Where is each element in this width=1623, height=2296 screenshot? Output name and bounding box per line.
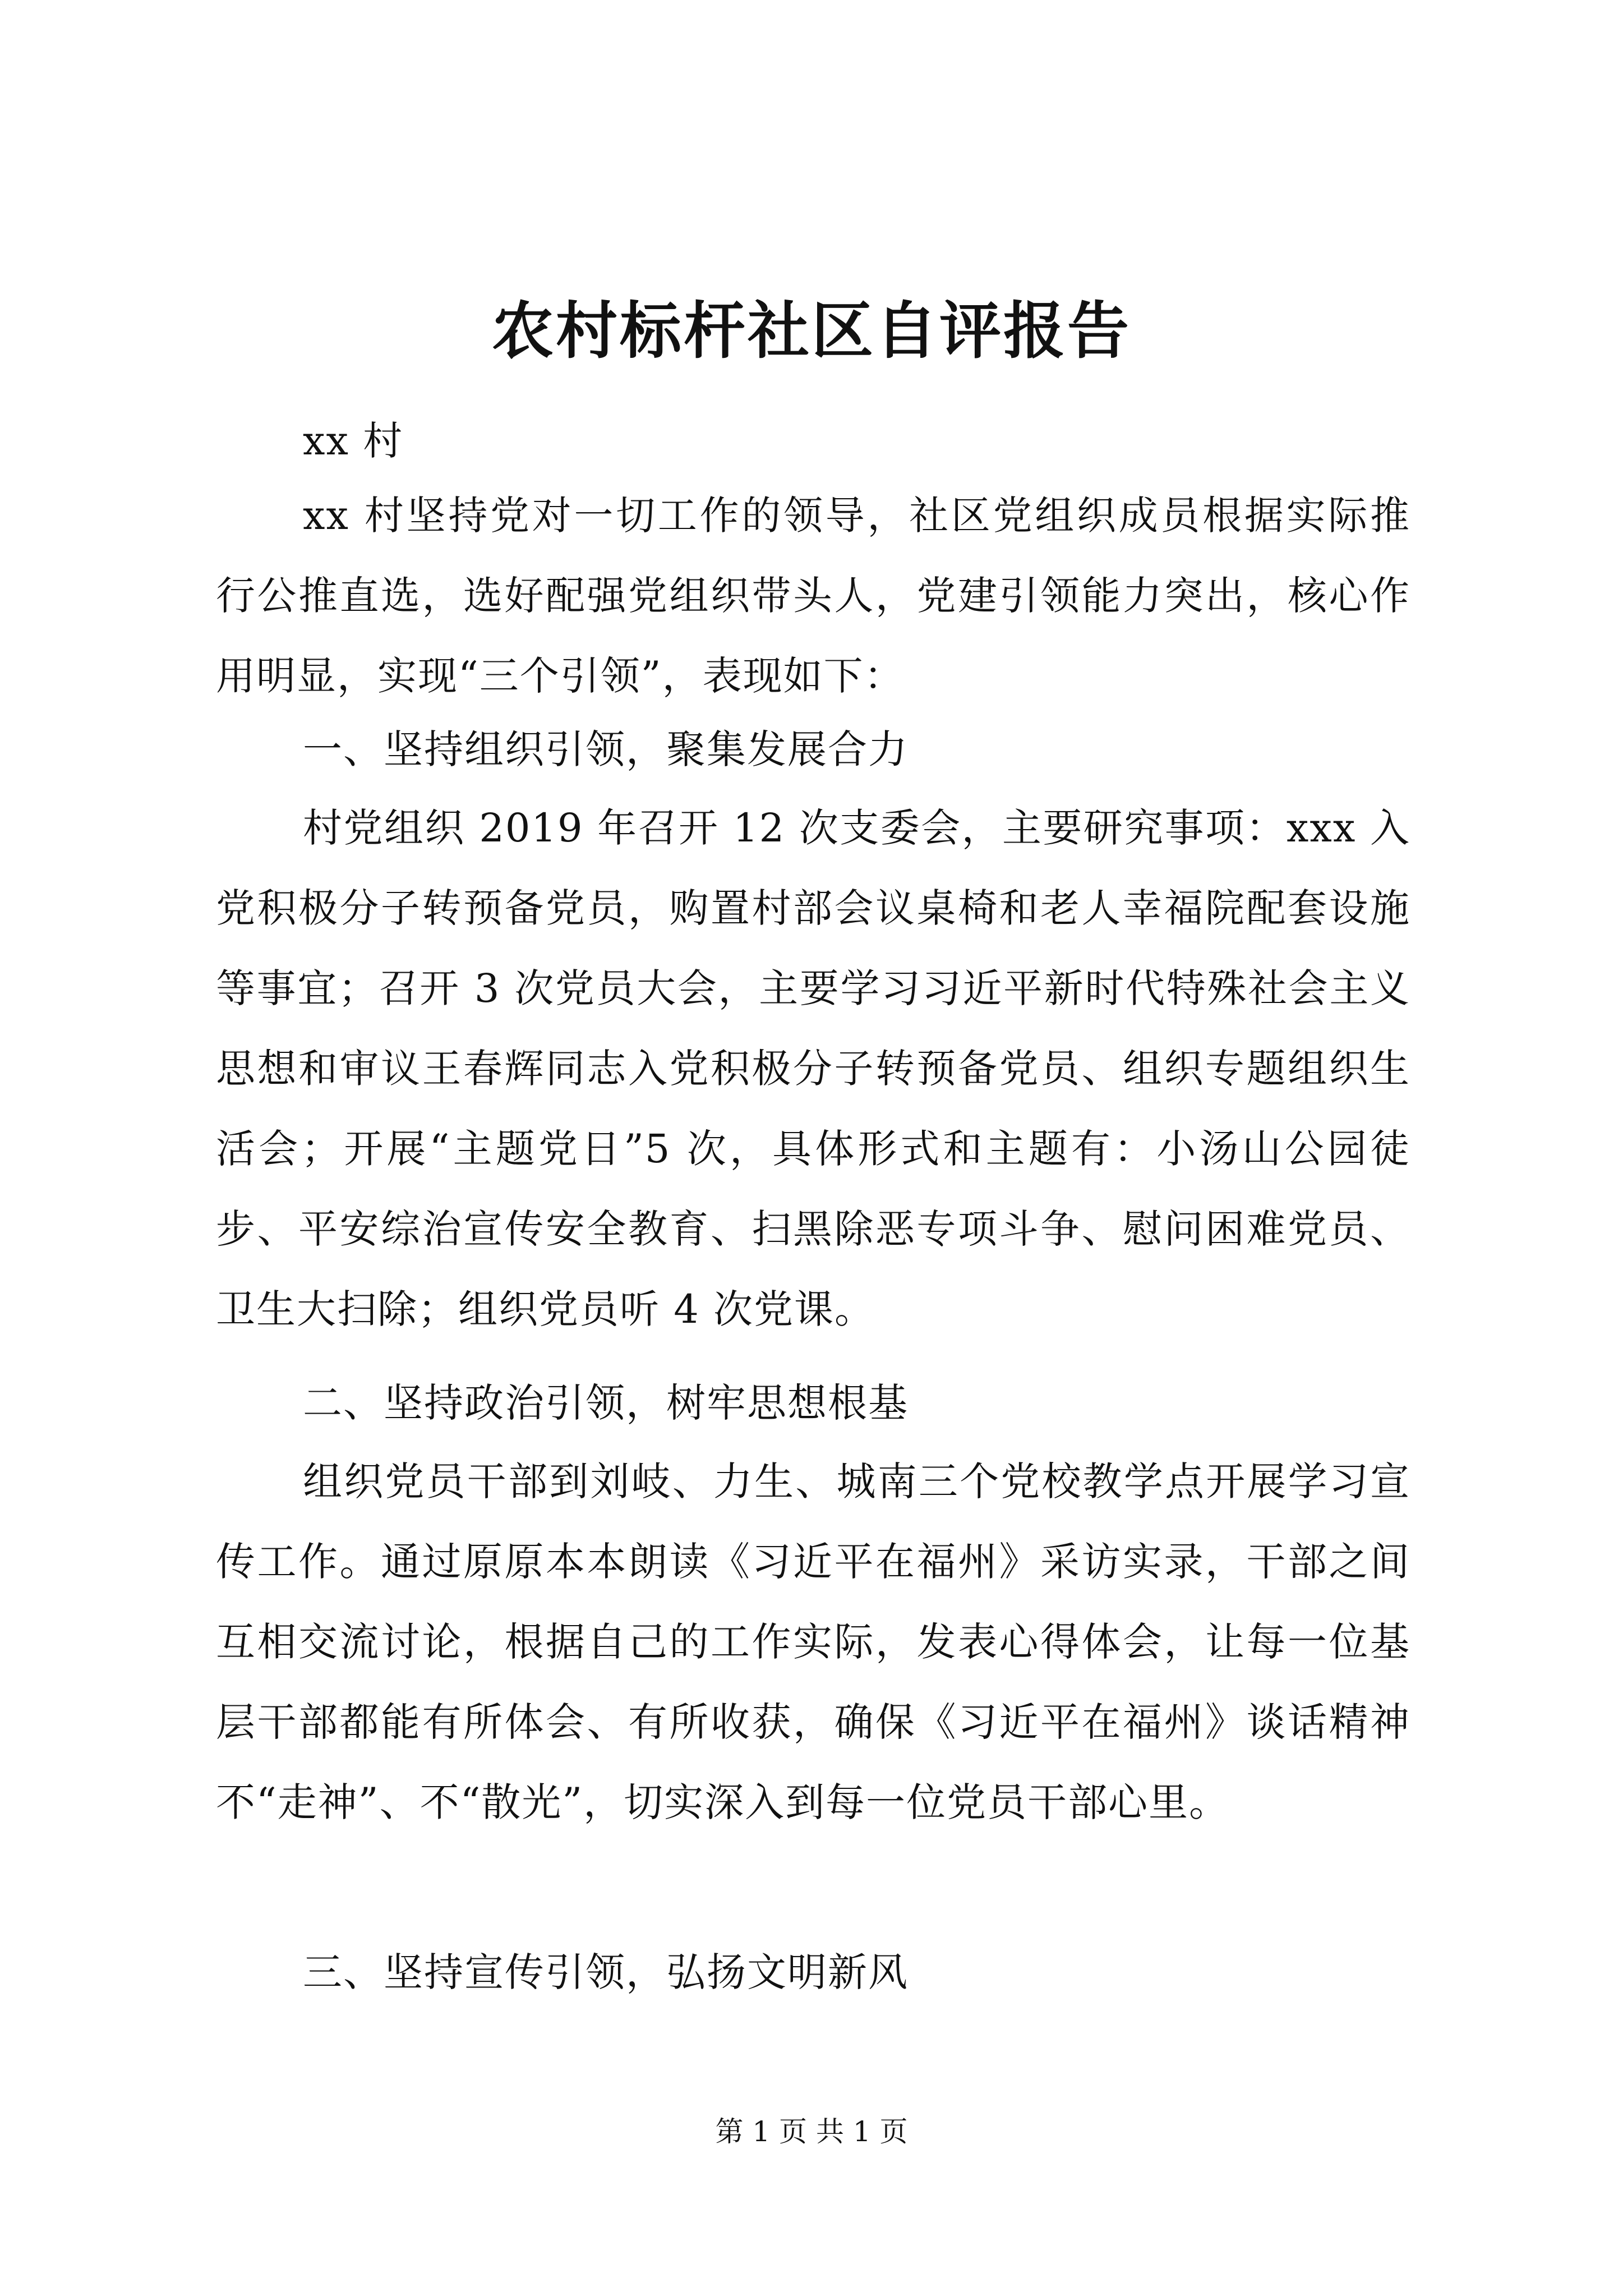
page-footer: 第 1 页 共 1 页 bbox=[715, 2115, 908, 2148]
section-heading-2: 二、坚持政治引领，树牢思想根基 bbox=[303, 1380, 909, 1426]
section-paragraph-1: 村党组织 2019 年召开 12 次支委会，主要研究事项：xxx 入党积极分子转预备党员，购置村部会议桌椅和老人幸福院配套设施等事宜；召开 3 次党员大会，主要学习习近平新时代特殊社会主义思想和审议王春辉同志入党积极分子转预备党员、组织专题组织生活会；开展“主题党日”5 次，具体形式和主题有：小汤山公园徒步、平安综治宣传安全教育、扫黑除恶专项斗争、慰问困难党员、卫生大扫除；组织党员听 4 次党课。 bbox=[216, 805, 1410, 1332]
section-heading-1: 一、坚持组织引领，聚集发展合力 bbox=[303, 726, 909, 772]
section-heading-3: 三、坚持宣传引领，弘扬文明新风 bbox=[303, 1949, 909, 1995]
document-title: 农村标杆社区自评报告 bbox=[492, 295, 1131, 367]
author-line: xx 村 bbox=[303, 418, 404, 464]
section-paragraph-2: 组织党员干部到刘岐、力生、城南三个党校教学点开展学习宣传工作。通过原原本本朗读《习近平在福州》采访实录，干部之间互相交流讨论，根据自己的工作实际，发表心得体会，让每一位基层干部都能有所体会、有所收获，确保《习近平在福州》谈话精神不“走神”、不“散光”，切实深入到每一位党员干部心里。 bbox=[216, 1458, 1410, 1825]
intro-paragraph: xx 村坚持党对一切工作的领导，社区党组织成员根据实际推行公推直选，选好配强党组织带头人，党建引领能力突出，核心作用明显，实现“三个引领”，表现如下： bbox=[216, 493, 1410, 699]
